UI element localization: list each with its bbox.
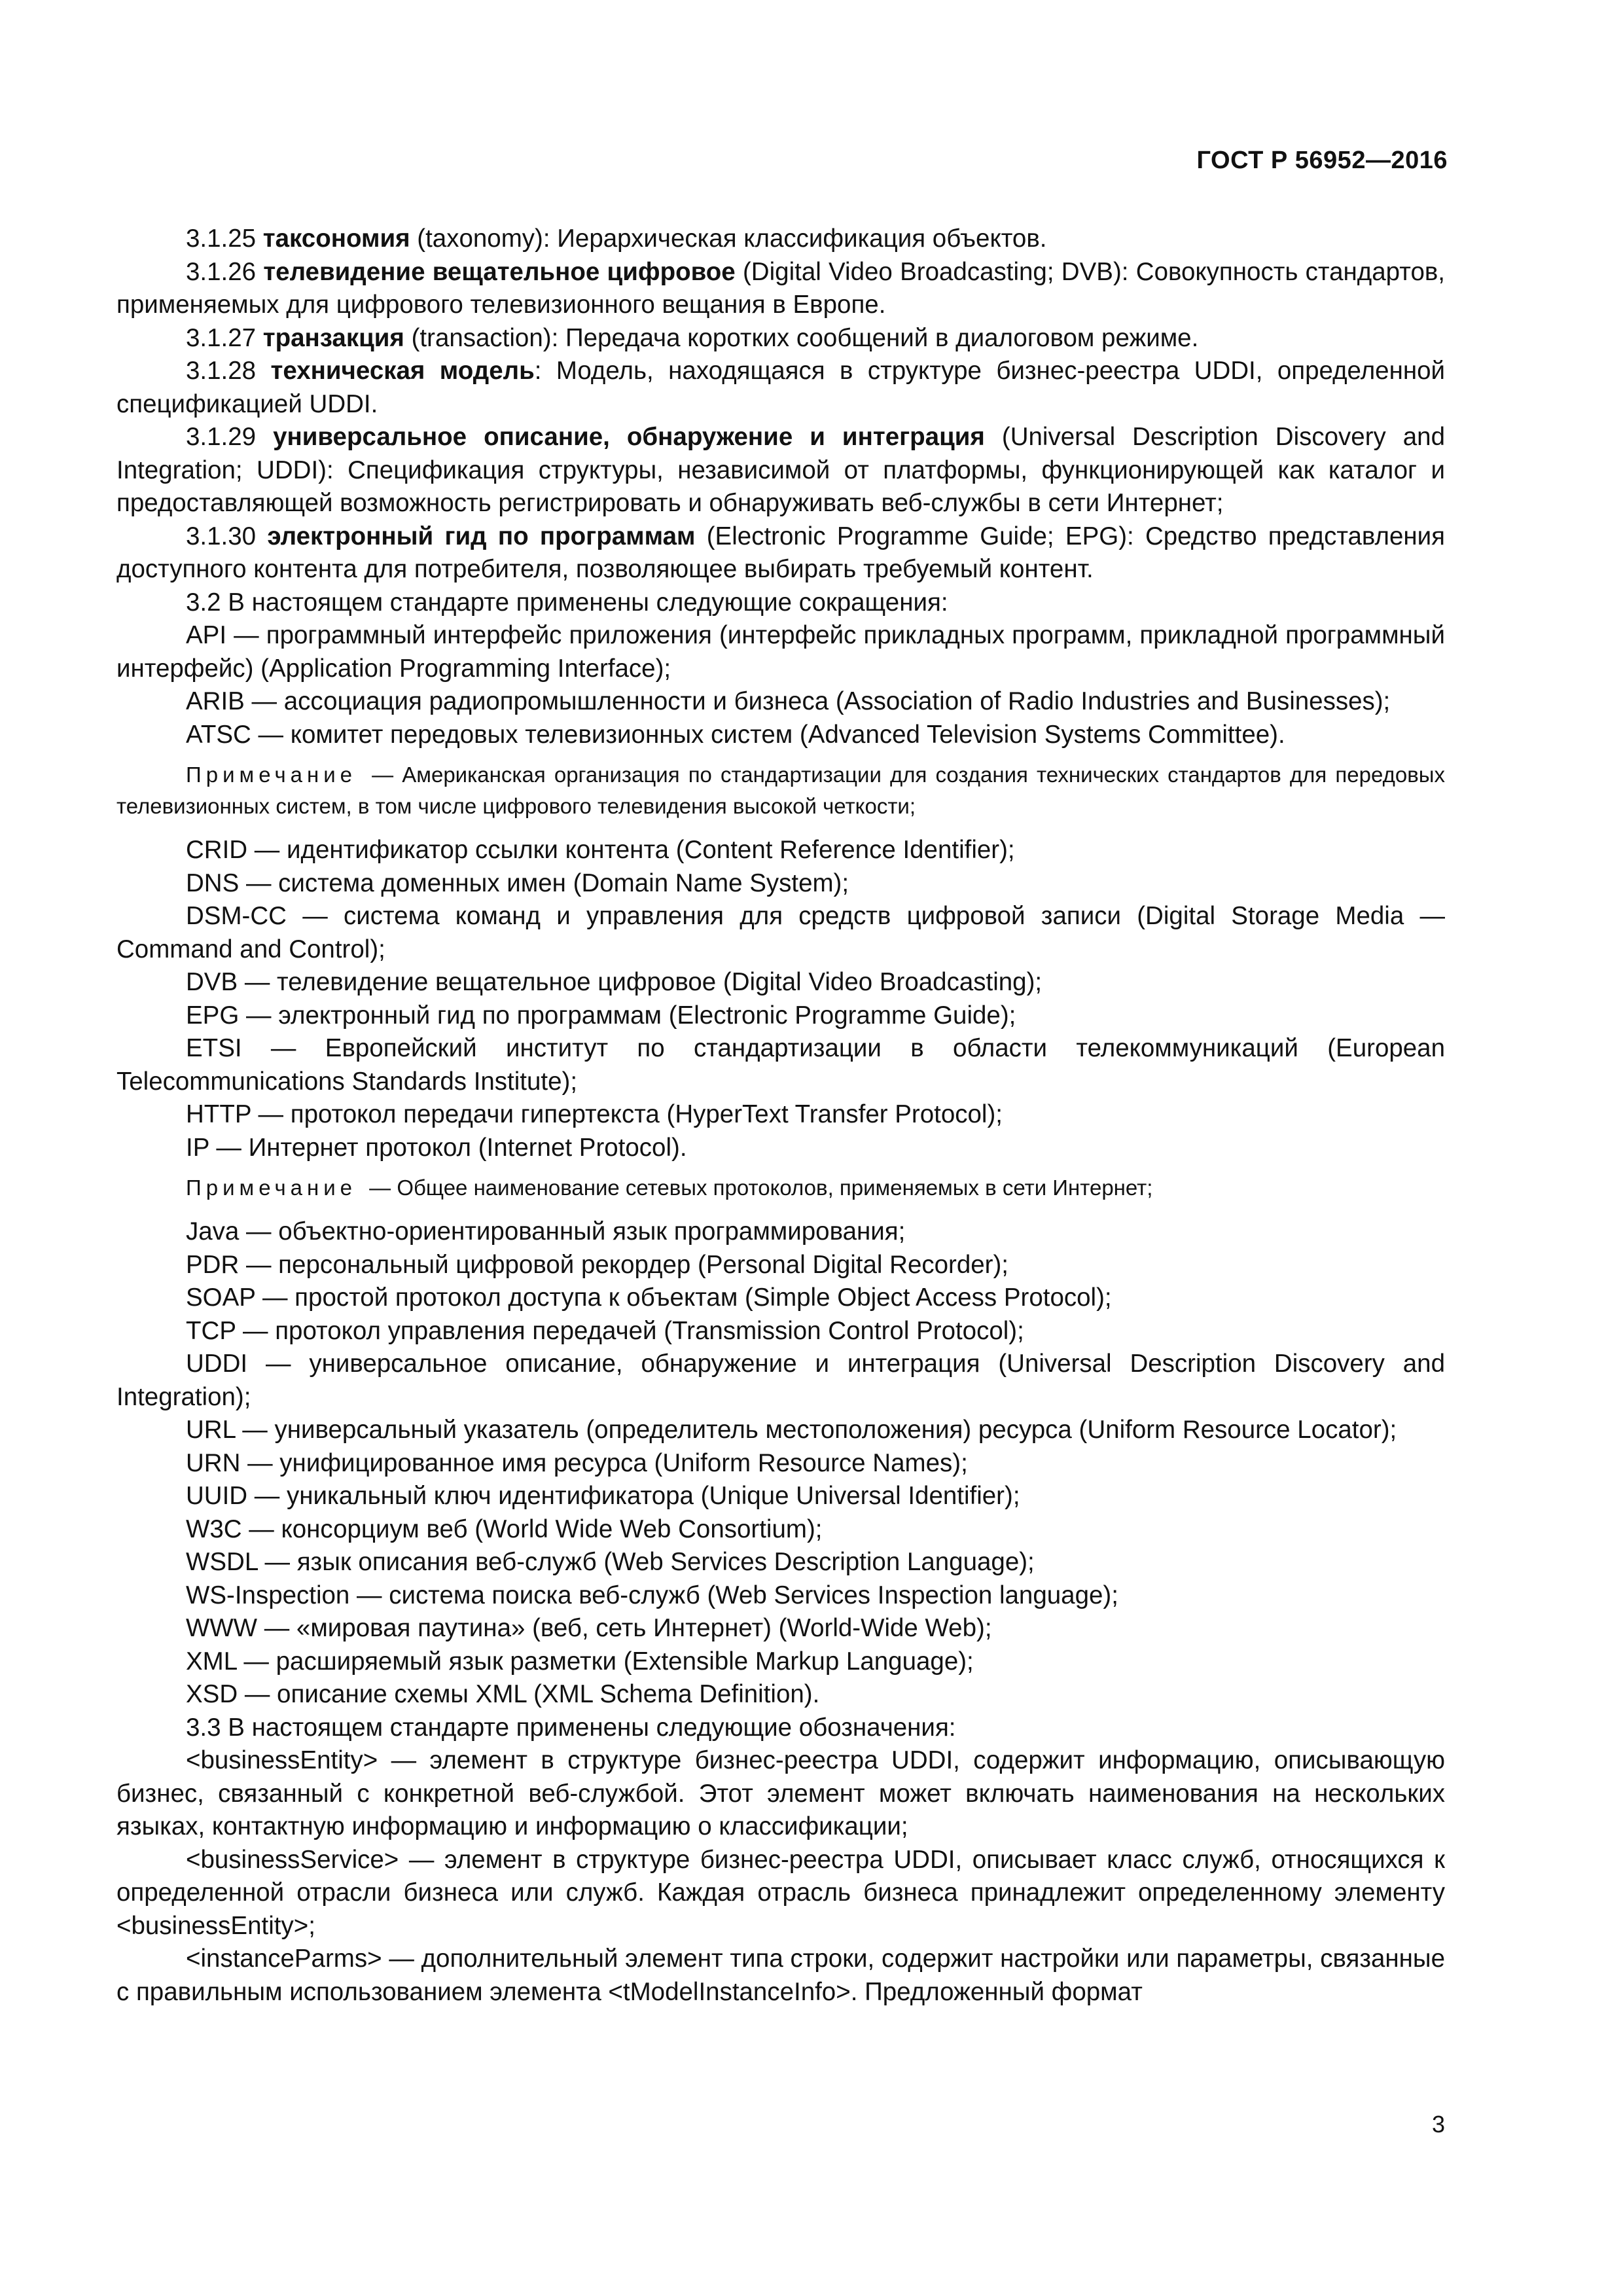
definition-text: (taxonomy): Иерархическая классификация объектов. bbox=[410, 224, 1047, 253]
definition-term: электронный гид по программам bbox=[267, 522, 696, 550]
abbreviation-item: URN — унифицированное имя ресурса (Uniform Resource Names); bbox=[186, 1448, 968, 1477]
definition-number: 3.1.30 bbox=[186, 522, 257, 550]
definition-number: 3.1.27 bbox=[186, 323, 257, 352]
definition-3-1-29 bbox=[116, 421, 1445, 520]
definition-text: (Electronic Programme Guide; EPG): Средство представления доступного контента для потребителя, позволяющее выбирать требуемый контент. bbox=[116, 522, 1445, 583]
definition-number: 3.1.26 bbox=[186, 257, 257, 286]
abbreviation-item: UUID — уникальный ключ идентификатора (Unique Universal Identifier); bbox=[186, 1482, 1020, 1510]
document-code-header: ГОСТ Р 56952—2016 bbox=[1196, 147, 1448, 174]
abbreviation-item: XSD — описание схемы XML (XML Schema Definition). bbox=[186, 1680, 820, 1708]
abbreviation-item: XML — расширяемый язык разметки (Extensible Markup Language); bbox=[186, 1647, 974, 1676]
note-atsc bbox=[116, 759, 1445, 822]
abbreviation-item: TCP — протокол управления передачей (Transmission Control Protocol); bbox=[186, 1316, 1024, 1345]
abbreviation-item: URL — универсальный указатель (определитель местоположения) ресурса (Uniform Resource Locator); bbox=[186, 1416, 1397, 1444]
symbol-item: <businessEntity> — элемент в структуре бизнес-реестра UDDI, содержит информацию, описывающую бизнес, связанный с конкретной веб-службой. Этот элемент может включать наименования на нескольких языках, контактную информацию и информацию о классификации; bbox=[116, 1746, 1445, 1840]
definition-term: транзакция bbox=[262, 323, 404, 352]
note-ip bbox=[116, 1172, 1445, 1204]
definition-text: (Digital Video Broadcasting; DVB): Совокупность стандартов, применяемых для цифрового телевизионного вещания в Европе. bbox=[116, 257, 1446, 319]
document-body bbox=[116, 223, 1445, 2009]
definition-3-1-26 bbox=[116, 256, 1445, 322]
definition-text: (Universal Description Discovery and Integration; UDDI): Спецификация структуры, независимой от платформы, функционирующей как каталог и предоставляющей возможность регистрировать и обнаруживать веб-службы в сети Интернет; bbox=[116, 423, 1446, 517]
abbreviation-item: API — программный интерфейс приложения (интерфейс прикладных программ, прикладной программный интерфейс) (Application Programming Interface); bbox=[116, 621, 1445, 683]
abbreviation-item: UDDI — универсальное описание, обнаружение и интеграция (Universal Description Discovery and Integration); bbox=[116, 1350, 1445, 1411]
definition-term: телевидение вещательное цифровое bbox=[263, 257, 736, 286]
abbreviation-item: WSDL — язык описания веб-служб (Web Services Description Language); bbox=[186, 1548, 1035, 1576]
definition-text: : Модель, находящаяся в структуре бизнес-реестра UDDI, определенной спецификацией UDDI. bbox=[116, 357, 1446, 418]
definition-number: 3.1.29 bbox=[186, 423, 257, 451]
definition-term: универсальное описание, обнаружение и интеграция bbox=[273, 423, 985, 451]
abbreviation-item: DVB — телевидение вещательное цифровое (Digital Video Broadcasting); bbox=[186, 968, 1043, 996]
definition-3-1-25 bbox=[116, 223, 1445, 256]
symbol-item: <instanceParms> — дополнительный элемент типа строки, содержит настройки или параметры, связанные с правильным использованием элемента <tModelInstanceInfo>. Предложенный формат bbox=[116, 1945, 1445, 2006]
definition-number: 3.1.25 bbox=[186, 224, 257, 253]
note-text: — Общее наименование сетевых протоколов, применяемых в сети Интернет; bbox=[363, 1175, 1153, 1200]
abbreviation-item: ETSI — Европейский институт по стандартизации в области телекоммуникаций (European Telecommunications Standards Institute); bbox=[116, 1034, 1445, 1096]
definition-3-1-28 bbox=[116, 355, 1445, 421]
page-number: 3 bbox=[1431, 2111, 1445, 2138]
abbreviation-item: PDR — персональный цифровой рекордер (Personal Digital Recorder); bbox=[186, 1250, 1009, 1279]
definition-text: (transaction): Передача коротких сообщений в диалоговом режиме. bbox=[404, 323, 1199, 352]
abbreviation-item: EPG — электронный гид по программам (Electronic Programme Guide); bbox=[186, 1001, 1016, 1030]
abbreviation-item: HTTP — протокол передачи гипертекста (HyperText Transfer Protocol); bbox=[186, 1100, 1003, 1128]
abbreviation-item: DSM-CC — система команд и управления для средств цифровой записи (Digital Storage Media — Command and Control); bbox=[116, 902, 1445, 963]
symbols-intro: 3.3 В настоящем стандарте применены следующие обозначения: bbox=[186, 1713, 956, 1742]
note-label: Примечание bbox=[186, 762, 357, 787]
abbreviations-intro: 3.2 В настоящем стандарте применены следующие сокращения: bbox=[186, 588, 948, 617]
definition-3-1-30 bbox=[116, 520, 1445, 586]
symbol-item: <businessService> — элемент в структуре бизнес-реестра UDDI, описывает класс служб, относящихся к определенной отрасли бизнеса или служб. Каждая отрасль бизнеса принадлежит определенному элементу <businessEntity>; bbox=[116, 1845, 1445, 1940]
abbreviation-item: WS-Inspection — система поиска веб-служб (Web Services Inspection language); bbox=[186, 1581, 1118, 1609]
abbreviation-item: SOAP — простой протокол доступа к объектам (Simple Object Access Protocol); bbox=[186, 1283, 1112, 1312]
abbreviation-item: Java — объектно-ориентированный язык программирования; bbox=[186, 1217, 906, 1246]
definition-term: таксономия bbox=[262, 224, 410, 253]
abbreviation-item: W3C — консорциум веб (World Wide Web Consortium); bbox=[186, 1515, 823, 1543]
abbreviation-item: IP — Интернет протокол (Internet Protocol). bbox=[186, 1133, 687, 1162]
abbreviation-item: CRID — идентификатор ссылки контента (Content Reference Identifier); bbox=[186, 836, 1015, 864]
note-label: Примечание bbox=[186, 1175, 357, 1200]
note-text: — Американская организация по стандартизации для создания технических стандартов для передовых телевизионных систем, в том числе цифрового телевидения высокой четкости; bbox=[116, 762, 1445, 818]
abbreviation-item: WWW — «мировая паутина» (веб, сеть Интернет) (World-Wide Web); bbox=[186, 1614, 992, 1642]
definition-term: техническая модель bbox=[270, 357, 535, 385]
definition-3-1-27 bbox=[116, 322, 1445, 355]
definition-number: 3.1.28 bbox=[186, 357, 257, 385]
abbreviation-item: DNS — система доменных имен (Domain Name System); bbox=[186, 869, 849, 897]
abbreviation-item: ARIB — ассоциация радиопромышленности и бизнеса (Association of Radio Industries and Businesses); bbox=[186, 687, 1391, 715]
abbreviation-item: ATSC — комитет передовых телевизионных систем (Advanced Television Systems Committee). bbox=[186, 720, 1285, 749]
